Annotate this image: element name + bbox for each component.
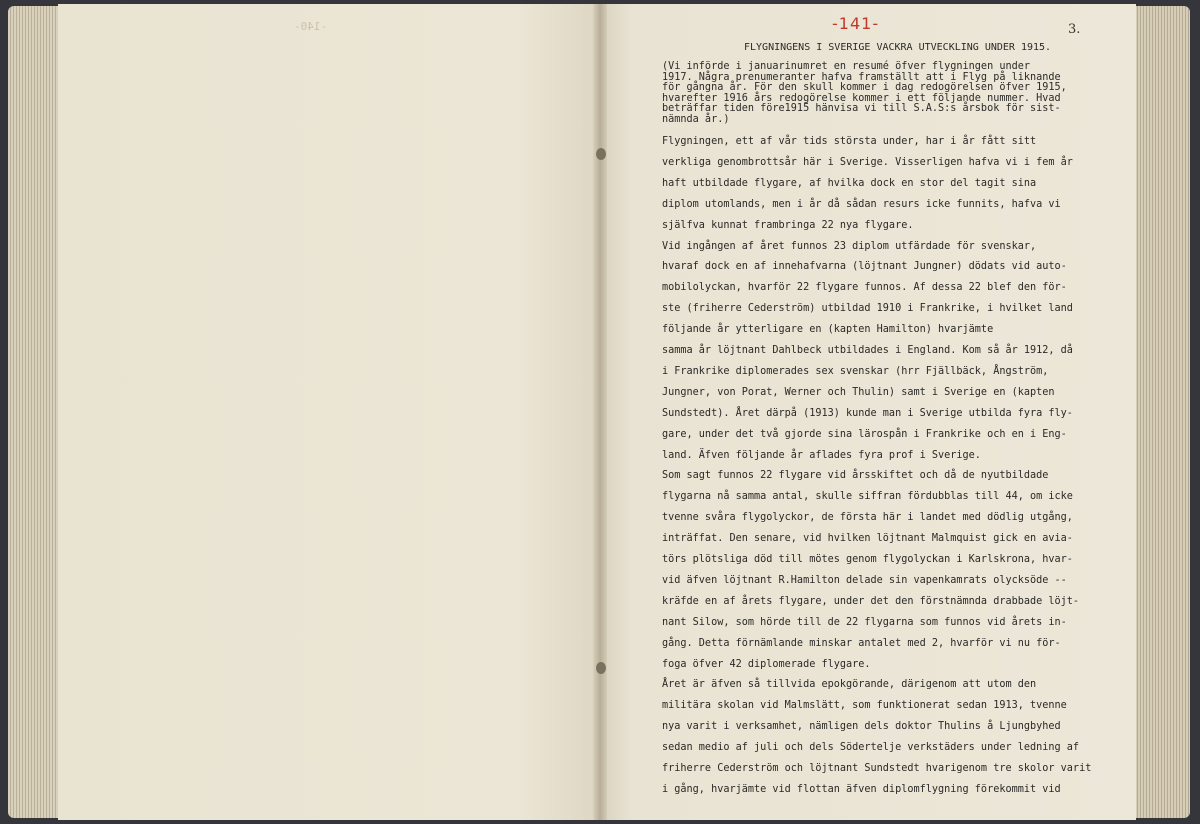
typed-page-number: 3. — [1068, 22, 1081, 37]
body-line: foga öfver 42 diplomerade flygare. — [662, 658, 871, 670]
body-line: nya varit i verksamhet, nämligen dels doktor Thulins å Ljungbyhed — [662, 721, 1061, 733]
body-line: land. Äfven följande år aflades fyra prof i Sverige. — [662, 449, 981, 461]
intro-line: nämnda år.) — [662, 113, 730, 125]
body-line: militära skolan vid Malmslätt, som funktionerat sedan 1913, tvenne — [662, 700, 1067, 712]
body-line: friherre Cederström och löjtnant Sundstedt hvarigenom tre skolor varit — [662, 763, 1092, 774]
body-line: sedan medio af juli och dels Södertelje verkstäders under ledning af — [662, 742, 1080, 754]
body-line: vid äfven löjtnant R.Hamilton delade sin vapenkamrats olycksöde -- — [662, 574, 1067, 586]
body-line: Flygningen, ett af vår tids största under, har i år fått sitt — [662, 136, 1037, 147]
intro-line: (Vi införde i januarinumret en resumé öfver flygningen under — [662, 61, 1031, 72]
handwritten-page-number: -141- — [832, 14, 880, 33]
right-page-edges — [1132, 6, 1190, 818]
body-line: Som sagt funnos 22 flygare vid årsskiftet och då de nyutbildade — [662, 470, 1049, 482]
left-page — [58, 4, 598, 820]
body-line: tvenne svåra flygolyckor, de första här i landet med dödlig utgång, — [662, 512, 1073, 524]
body-line: Sundstedt). Året därpå (1913) kunde man i Sverige utbilda fyra fly- — [662, 407, 1073, 419]
editorial-intro — [662, 62, 1102, 126]
left-page-number: -140- — [294, 20, 328, 33]
body-line: samma år löjtnant Dahlbeck utbildades i England. Kom så år 1912, då — [662, 345, 1073, 356]
article-title: FLYGNINGENS I SVERIGE VACKRA UTVECKLING UNDER 1915. — [744, 42, 1052, 53]
left-page-edges — [8, 6, 60, 818]
body-line: kräfde en af årets flygare, under det den förstnämnda drabbade löjt- — [662, 595, 1080, 607]
intro-line: för gångna år. För den skull kommer i dag redogörelsen öfver 1915, — [662, 82, 1067, 94]
body-line: följande år ytterligare en (kapten Hamilton) hvarjämte — [662, 324, 994, 336]
body-line: Jungner, von Porat, Werner och Thulin) samt i Sverige en (kapten — [662, 386, 1055, 398]
intro-line: 1917. Några prenumeranter hafva framställt att i Flyg på liknande — [662, 71, 1061, 83]
binding-thread — [596, 662, 606, 674]
intro-line: hvarefter 1916 års redogörelse kommer i ett följande nummer. Hvad — [662, 92, 1061, 104]
body-line: i Frankrike diplomerades sex svenskar (hrr Fjällbäck, Ångström, — [662, 365, 1049, 377]
intro-line: beträffar tiden före1915 hänvisa vi till S.A.S:s årsbok för sist- — [662, 103, 1061, 115]
body-line: diplom utomlands, men i år då sådan resurs icke funnits, hafva vi — [662, 198, 1061, 210]
body-line: i gång, hvarjämte vid flottan äfven diplomflygning förekommit vid — [662, 783, 1061, 795]
body-line: hvaraf dock en af innehafvarna (löjtnant Jungner) dödats vid auto- — [662, 261, 1067, 273]
book-gutter — [593, 4, 607, 820]
body-line: Året är äfven så tillvida epokgörande, därigenom att utom den — [662, 679, 1037, 691]
body-line: Vid ingången af året funnos 23 diplom utfärdade för svenskar, — [662, 240, 1037, 252]
binding-thread — [596, 148, 606, 160]
body-line: törs plötsliga död till mötes genom flygolyckan i Karlskrona, hvar- — [662, 554, 1073, 565]
body-line: ste (friherre Cederström) utbildad 1910 i Frankrike, i hvilket land — [662, 303, 1073, 315]
body-line: mobilolyckan, hvarför 22 flygare funnos. Af dessa 22 blef den för- — [662, 282, 1067, 294]
body-line: själfva kunnat frambringa 22 nya flygare. — [662, 219, 914, 231]
body-line: gång. Detta förnämlande minskar antalet med 2, hvarför vi nu för- — [662, 637, 1061, 649]
body-line: haft utbildade flygare, af hvilka dock en stor del tagit sina — [662, 177, 1037, 189]
body-line: inträffat. Den senare, vid hvilken löjtnant Malmquist gick en avia- — [662, 533, 1073, 545]
body-line: nant Silow, som hörde till de 22 flygarna som funnos vid årets in- — [662, 616, 1067, 628]
body-line: verkliga genombrottsår här i Sverige. Visserligen hafva vi i fem år — [662, 156, 1073, 168]
body-line: flygarna nå samma antal, skulle siffran fördubblas till 44, om icke — [662, 491, 1073, 503]
body-line: gare, under det två gjorde sina lärospån i Frankrike och en i Eng- — [662, 428, 1067, 440]
